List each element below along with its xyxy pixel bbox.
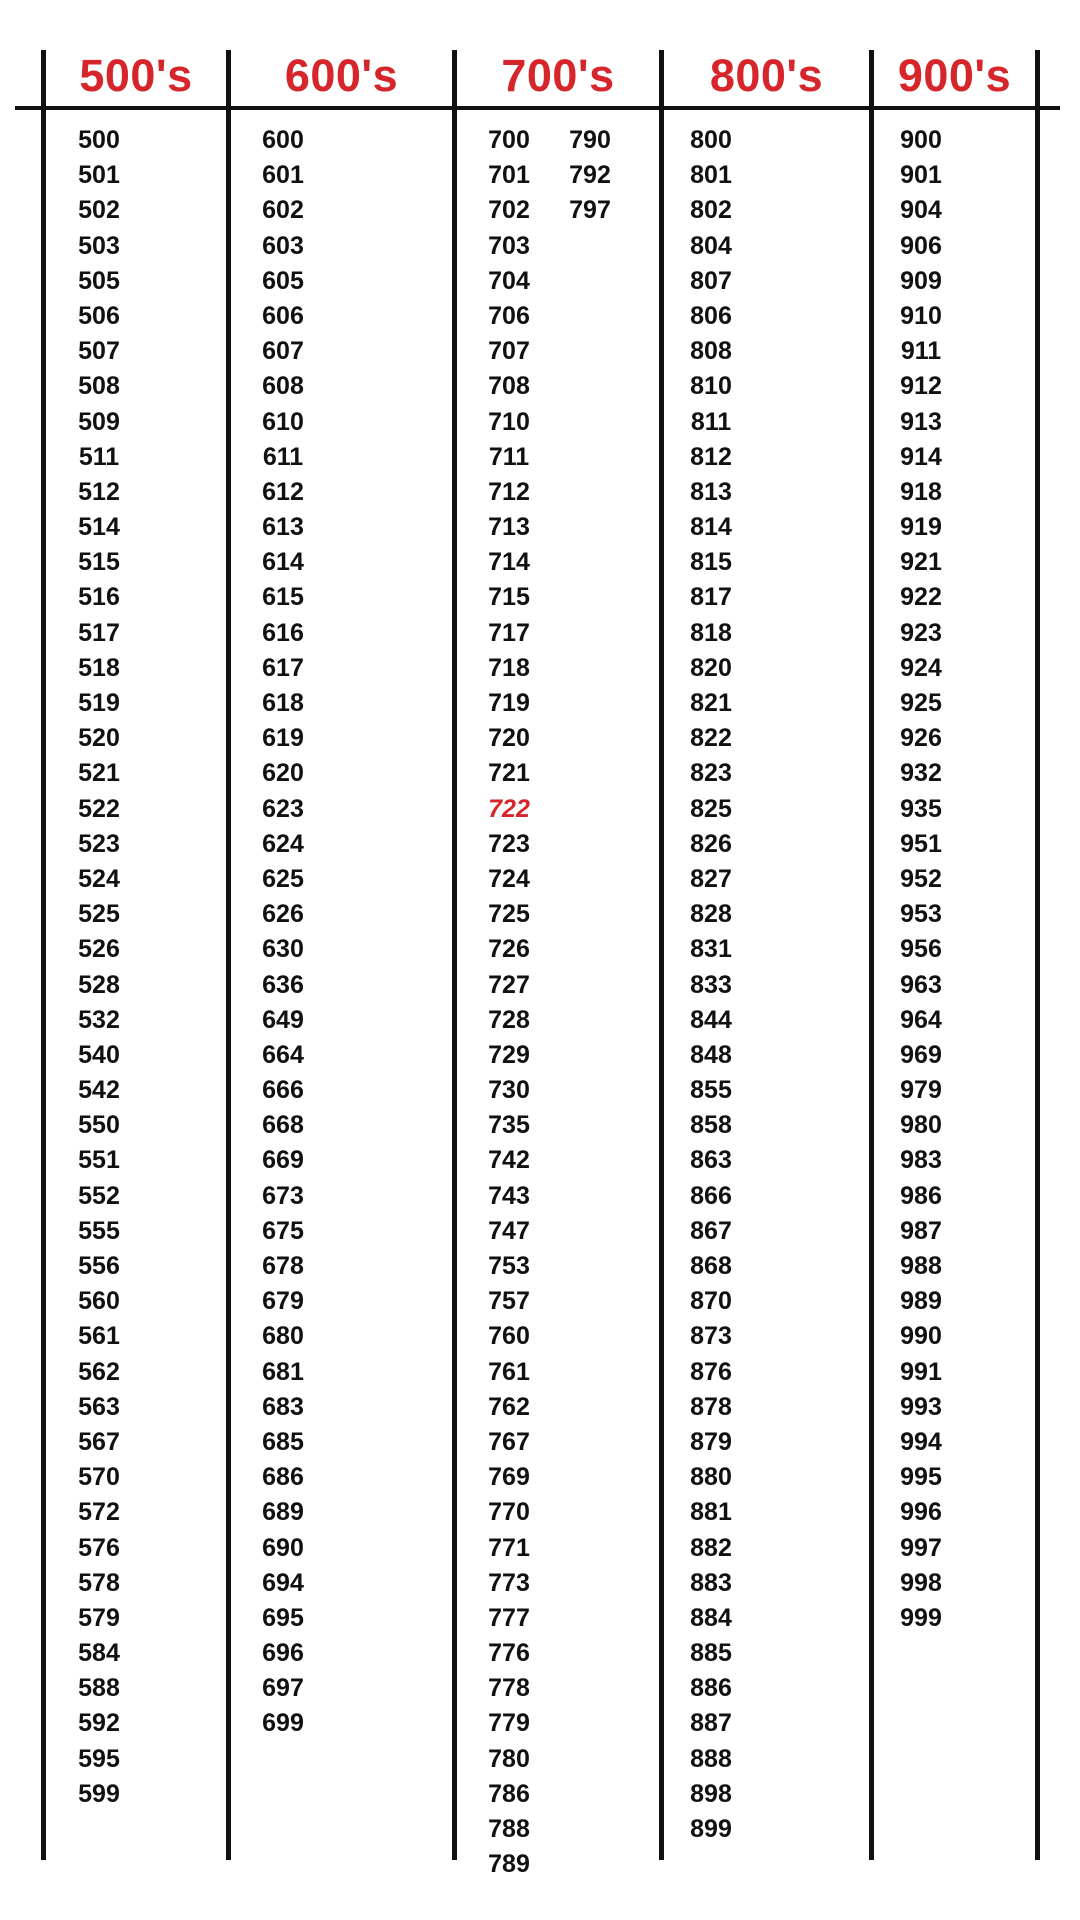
area-code-911: 911 [900, 337, 942, 366]
column-800s-list [676, 123, 746, 1847]
column-600s-list [248, 123, 318, 1742]
area-code-743: 743 [488, 1181, 530, 1210]
area-code-926: 926 [900, 724, 942, 753]
column-divider-6 [1035, 50, 1040, 1860]
column-divider-1 [41, 50, 46, 1860]
area-code-523: 523 [78, 829, 120, 858]
area-code-570: 570 [78, 1463, 120, 1492]
area-code-723: 723 [488, 829, 530, 858]
area-code-747: 747 [488, 1216, 530, 1245]
area-code-823: 823 [690, 759, 732, 788]
area-code-855: 855 [690, 1076, 732, 1105]
area-code-951: 951 [900, 829, 942, 858]
area-code-695: 695 [262, 1603, 304, 1632]
area-code-678: 678 [262, 1252, 304, 1280]
area-code-685: 685 [262, 1427, 304, 1456]
area-code-522: 522 [78, 794, 120, 823]
area-code-808: 808 [690, 337, 732, 366]
area-code-914: 914 [900, 442, 942, 471]
area-code-773: 773 [488, 1568, 530, 1597]
area-code-704: 704 [488, 266, 530, 295]
area-code-881: 881 [690, 1498, 732, 1527]
area-code-540: 540 [78, 1040, 120, 1069]
area-code-909: 909 [900, 266, 942, 295]
area-code-649: 649 [262, 1005, 304, 1034]
area-code-713: 713 [488, 513, 530, 542]
area-code-686: 686 [262, 1463, 304, 1492]
area-code-603: 603 [262, 231, 304, 260]
area-code-699: 699 [262, 1709, 304, 1738]
area-code-804: 804 [690, 231, 732, 260]
area-code-517: 517 [78, 618, 120, 647]
area-code-879: 879 [690, 1427, 732, 1456]
area-code-511: 511 [78, 442, 120, 471]
area-code-806: 806 [690, 301, 732, 330]
area-code-956: 956 [900, 935, 942, 964]
area-code-681: 681 [262, 1357, 304, 1386]
area-code-995: 995 [900, 1463, 942, 1492]
area-code-532: 532 [78, 1005, 120, 1034]
area-code-983: 983 [900, 1146, 942, 1175]
area-code-769: 769 [488, 1463, 530, 1492]
area-code-703: 703 [488, 231, 530, 260]
area-code-858: 858 [690, 1111, 732, 1140]
area-code-822: 822 [690, 724, 732, 753]
area-code-717: 717 [488, 618, 530, 647]
area-code-606: 606 [262, 301, 304, 330]
header-900s: 900's [897, 50, 1012, 101]
area-code-813: 813 [690, 477, 732, 506]
area-code-953: 953 [900, 900, 942, 929]
area-code-729: 729 [488, 1040, 530, 1069]
area-code-878: 878 [690, 1392, 732, 1421]
area-code-620: 620 [262, 759, 304, 788]
area-code-726: 726 [488, 935, 530, 964]
area-code-624: 624 [262, 829, 304, 858]
column-divider-3 [452, 50, 457, 1860]
area-code-679: 679 [262, 1287, 304, 1316]
area-code-600: 600 [262, 126, 304, 154]
area-code-989: 989 [900, 1287, 942, 1316]
area-code-912: 912 [900, 372, 942, 401]
area-code-552: 552 [78, 1181, 120, 1210]
area-code-611: 611 [262, 442, 304, 471]
area-code-797: 797 [569, 196, 611, 225]
area-code-562: 562 [78, 1357, 120, 1386]
area-code-610: 610 [262, 407, 304, 436]
area-code-675: 675 [262, 1216, 304, 1245]
area-code-735: 735 [488, 1111, 530, 1140]
area-code-821: 821 [690, 689, 732, 717]
area-code-866: 866 [690, 1181, 732, 1210]
area-code-901: 901 [900, 161, 942, 190]
area-code-906: 906 [900, 231, 942, 260]
area-code-666: 666 [262, 1076, 304, 1105]
column-500s-list [64, 123, 134, 1812]
area-code-727: 727 [488, 970, 530, 999]
area-code-592: 592 [78, 1709, 120, 1738]
area-code-721: 721 [488, 759, 530, 788]
area-code-980: 980 [900, 1111, 942, 1140]
area-code-925: 925 [900, 689, 942, 717]
area-code-509: 509 [78, 407, 120, 436]
area-code-932: 932 [900, 759, 942, 788]
column-divider-2 [226, 50, 231, 1860]
area-code-807: 807 [690, 266, 732, 295]
area-code-500: 500 [78, 126, 120, 154]
area-code-817: 817 [690, 583, 732, 612]
area-code-724: 724 [488, 864, 530, 893]
area-code-828: 828 [690, 900, 732, 929]
area-code-605: 605 [262, 266, 304, 295]
area-code-730: 730 [488, 1076, 530, 1105]
area-code-827: 827 [690, 864, 732, 893]
area-code-673: 673 [262, 1181, 304, 1210]
area-code-780: 780 [488, 1744, 530, 1773]
area-code-623: 623 [262, 794, 304, 823]
area-code-668: 668 [262, 1111, 304, 1140]
area-code-625: 625 [262, 864, 304, 893]
area-code-720: 720 [488, 724, 530, 753]
area-code-680: 680 [262, 1322, 304, 1351]
area-code-863: 863 [690, 1146, 732, 1175]
column-700s-extra-list [555, 123, 625, 229]
area-code-636: 636 [262, 970, 304, 999]
area-code-935: 935 [900, 794, 942, 823]
area-code-714: 714 [488, 548, 530, 577]
area-code-542: 542 [78, 1076, 120, 1105]
area-code-508: 508 [78, 372, 120, 401]
area-code-514: 514 [78, 513, 120, 542]
area-code-969: 969 [900, 1040, 942, 1069]
area-code-512: 512 [78, 477, 120, 506]
area-code-812: 812 [690, 442, 732, 471]
area-code-561: 561 [78, 1322, 120, 1351]
area-code-702: 702 [488, 196, 530, 225]
area-code-788: 788 [488, 1815, 530, 1843]
area-code-630: 630 [262, 935, 304, 964]
area-code-551: 551 [78, 1146, 120, 1175]
area-code-515: 515 [78, 548, 120, 577]
area-code-761: 761 [488, 1357, 530, 1386]
area-code-820: 820 [690, 653, 732, 682]
area-code-742: 742 [488, 1146, 530, 1175]
area-code-567: 567 [78, 1427, 120, 1456]
area-code-521: 521 [78, 759, 120, 788]
header-underline [15, 106, 1060, 110]
area-code-616: 616 [262, 618, 304, 647]
header-800s: 800's [709, 50, 824, 101]
area-code-524: 524 [78, 864, 120, 893]
area-code-626: 626 [262, 900, 304, 929]
area-code-560: 560 [78, 1287, 120, 1316]
column-900s-list [886, 123, 956, 1636]
area-code-999: 999 [900, 1603, 942, 1632]
area-code-683: 683 [262, 1392, 304, 1421]
area-code-619: 619 [262, 724, 304, 753]
area-code-760: 760 [488, 1322, 530, 1351]
area-code-501: 501 [78, 161, 120, 190]
area-code-602: 602 [262, 196, 304, 225]
area-code-867: 867 [690, 1216, 732, 1245]
area-code-753: 753 [488, 1252, 530, 1280]
area-code-998: 998 [900, 1568, 942, 1597]
area-code-885: 885 [690, 1639, 732, 1668]
area-code-525: 525 [78, 900, 120, 929]
area-code-898: 898 [690, 1779, 732, 1808]
area-code-887: 887 [690, 1709, 732, 1738]
area-code-921: 921 [900, 548, 942, 577]
header-700s: 700's [501, 50, 615, 101]
area-code-612: 612 [262, 477, 304, 506]
area-code-503: 503 [78, 231, 120, 260]
area-code-584: 584 [78, 1639, 120, 1668]
area-code-588: 588 [78, 1674, 120, 1703]
area-code-690: 690 [262, 1533, 304, 1562]
area-code-831: 831 [690, 935, 732, 964]
area-code-722-highlighted: 722 [488, 794, 530, 823]
area-code-826: 826 [690, 829, 732, 858]
area-code-595: 595 [78, 1744, 120, 1773]
area-code-707: 707 [488, 337, 530, 366]
area-code-884: 884 [690, 1603, 732, 1632]
area-code-923: 923 [900, 618, 942, 647]
area-code-555: 555 [78, 1216, 120, 1245]
area-code-614: 614 [262, 548, 304, 577]
area-code-922: 922 [900, 583, 942, 612]
area-code-987: 987 [900, 1216, 942, 1245]
area-code-991: 991 [900, 1357, 942, 1386]
area-code-789: 789 [488, 1850, 530, 1879]
area-code-694: 694 [262, 1568, 304, 1597]
area-code-952: 952 [900, 864, 942, 893]
area-code-792: 792 [569, 161, 611, 190]
area-code-520: 520 [78, 724, 120, 753]
area-code-910: 910 [900, 301, 942, 330]
area-code-778: 778 [488, 1674, 530, 1703]
area-code-986: 986 [900, 1181, 942, 1210]
area-code-762: 762 [488, 1392, 530, 1421]
area-code-505: 505 [78, 266, 120, 295]
area-code-617: 617 [262, 653, 304, 682]
area-code-757: 757 [488, 1287, 530, 1316]
area-code-550: 550 [78, 1111, 120, 1140]
area-code-800: 800 [690, 126, 732, 154]
area-code-868: 868 [690, 1252, 732, 1280]
area-code-777: 777 [488, 1603, 530, 1632]
area-code-870: 870 [690, 1287, 732, 1316]
area-code-502: 502 [78, 196, 120, 225]
area-code-706: 706 [488, 301, 530, 330]
area-code-572: 572 [78, 1498, 120, 1527]
area-code-696: 696 [262, 1639, 304, 1668]
area-code-708: 708 [488, 372, 530, 401]
area-code-988: 988 [900, 1252, 942, 1280]
area-code-607: 607 [262, 337, 304, 366]
area-code-844: 844 [690, 1005, 732, 1034]
area-code-518: 518 [78, 653, 120, 682]
area-code-815: 815 [690, 548, 732, 577]
area-code-979: 979 [900, 1076, 942, 1105]
area-code-556: 556 [78, 1252, 120, 1280]
area-code-710: 710 [488, 407, 530, 436]
area-code-519: 519 [78, 689, 120, 717]
area-code-771: 771 [488, 1533, 530, 1562]
area-code-888: 888 [690, 1744, 732, 1773]
area-code-776: 776 [488, 1639, 530, 1668]
area-code-883: 883 [690, 1568, 732, 1597]
area-code-608: 608 [262, 372, 304, 401]
area-code-810: 810 [690, 372, 732, 401]
area-code-618: 618 [262, 689, 304, 717]
area-code-994: 994 [900, 1427, 942, 1456]
area-code-715: 715 [488, 583, 530, 612]
area-code-507: 507 [78, 337, 120, 366]
area-code-718: 718 [488, 653, 530, 682]
area-code-963: 963 [900, 970, 942, 999]
area-code-711: 711 [488, 442, 530, 471]
area-code-848: 848 [690, 1040, 732, 1069]
area-code-779: 779 [488, 1709, 530, 1738]
area-code-899: 899 [690, 1815, 732, 1843]
area-code-528: 528 [78, 970, 120, 999]
area-code-811: 811 [690, 407, 732, 436]
area-code-599: 599 [78, 1779, 120, 1808]
area-code-802: 802 [690, 196, 732, 225]
area-code-919: 919 [900, 513, 942, 542]
area-code-767: 767 [488, 1427, 530, 1456]
area-code-578: 578 [78, 1568, 120, 1597]
area-code-700: 700 [488, 126, 530, 154]
area-code-689: 689 [262, 1498, 304, 1527]
area-code-725: 725 [488, 900, 530, 929]
area-code-701: 701 [488, 161, 530, 190]
area-code-996: 996 [900, 1498, 942, 1527]
area-code-615: 615 [262, 583, 304, 612]
area-code-801: 801 [690, 161, 732, 190]
column-divider-4 [659, 50, 664, 1860]
area-code-669: 669 [262, 1146, 304, 1175]
area-code-719: 719 [488, 689, 530, 717]
column-700s-list [474, 123, 544, 1882]
area-code-993: 993 [900, 1392, 942, 1421]
area-code-712: 712 [488, 477, 530, 506]
area-code-900: 900 [900, 126, 942, 154]
area-code-786: 786 [488, 1779, 530, 1808]
area-code-882: 882 [690, 1533, 732, 1562]
area-code-613: 613 [262, 513, 304, 542]
area-code-913: 913 [900, 407, 942, 436]
area-code-814: 814 [690, 513, 732, 542]
area-code-924: 924 [900, 653, 942, 682]
area-code-526: 526 [78, 935, 120, 964]
area-code-886: 886 [690, 1674, 732, 1703]
area-code-563: 563 [78, 1392, 120, 1421]
area-code-990: 990 [900, 1322, 942, 1351]
area-code-833: 833 [690, 970, 732, 999]
area-code-770: 770 [488, 1498, 530, 1527]
area-code-516: 516 [78, 583, 120, 612]
column-divider-5 [869, 50, 874, 1860]
header-600s: 600's [284, 50, 399, 101]
area-code-728: 728 [488, 1005, 530, 1034]
area-code-918: 918 [900, 477, 942, 506]
area-code-664: 664 [262, 1040, 304, 1069]
area-code-825: 825 [690, 794, 732, 823]
area-code-880: 880 [690, 1463, 732, 1492]
area-code-818: 818 [690, 618, 732, 647]
area-code-790: 790 [569, 126, 611, 154]
header-500s: 500's [79, 50, 193, 101]
area-code-576: 576 [78, 1533, 120, 1562]
area-code-697: 697 [262, 1674, 304, 1703]
area-code-904: 904 [900, 196, 942, 225]
area-code-579: 579 [78, 1603, 120, 1632]
area-code-997: 997 [900, 1533, 942, 1562]
area-code-601: 601 [262, 161, 304, 190]
area-code-506: 506 [78, 301, 120, 330]
area-code-964: 964 [900, 1005, 942, 1034]
area-code-876: 876 [690, 1357, 732, 1386]
area-code-873: 873 [690, 1322, 732, 1351]
